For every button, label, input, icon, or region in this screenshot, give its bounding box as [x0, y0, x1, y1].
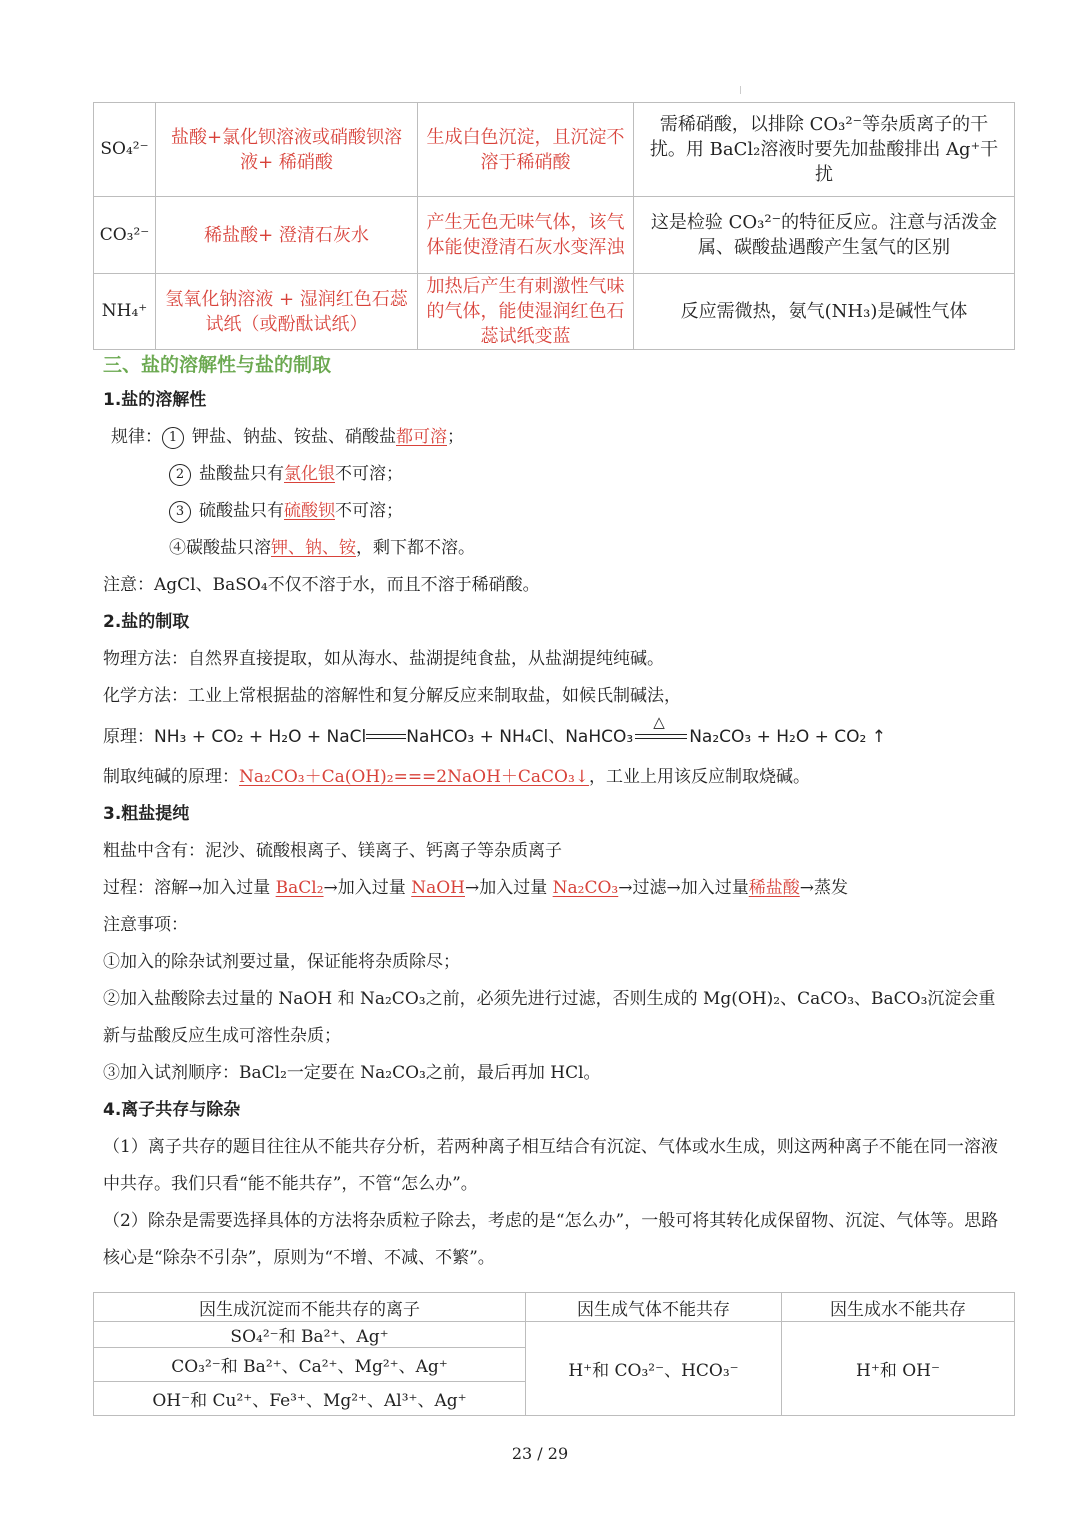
- subsection-title: 1.盐的溶解性: [103, 390, 207, 410]
- table-row: [94, 274, 1015, 350]
- key-term: NaOH: [411, 878, 465, 898]
- column-header: 因生成水不能共存: [782, 1293, 1015, 1322]
- subsection-title: 2.盐的制取: [103, 612, 190, 632]
- equals-sign: [366, 732, 406, 742]
- column-header: 因生成沉淀而不能共存的离子: [94, 1293, 526, 1322]
- section-title: 三、盐的溶解性与盐的制取: [103, 354, 332, 376]
- heating-equals-sign: [635, 713, 687, 742]
- page-number: 23 / 29: [511, 1444, 569, 1463]
- precipitate-cell: CO₃²⁻和 Ba²⁺、Ca²⁺、Mg²⁺、Ag⁺: [94, 1348, 526, 1382]
- rule-4: ④碳酸盐只溶钾、钠、铵，剩下都不溶。: [169, 538, 475, 558]
- reagent-cell: 稀盐酸+ 澄清石灰水: [156, 197, 418, 274]
- note-cell: 这是检验 CO₃²⁻的特征反应。注意与活泼金属、碳酸盐遇酸产生氢气的区别: [634, 197, 1015, 274]
- physical-method: 物理方法：自然界直接提取，如从海水、盐湖提纯食盐，从盐湖提纯纯碱。: [103, 649, 664, 669]
- ion-test-table: [93, 102, 1015, 350]
- note-cell: 反应需微热，氨气(NH₃)是碱性气体: [634, 274, 1015, 350]
- solubility-note: 注意：AgCl、BaSO₄不仅不溶于水，而且不溶于稀硝酸。: [103, 575, 540, 595]
- note-2: ②加入盐酸除去过量的 NaOH 和 Na₂CO₃之前，必须先进行过滤，否则生成的 Mg(OH)₂、CaCO₃、BaCO₃沉淀会重新与盐酸反应生成可溶性杂质；: [103, 989, 996, 1046]
- top-mark: [740, 86, 741, 94]
- rule-2: 2 盐酸盐只有氯化银不可溶；: [103, 456, 1008, 493]
- key-term: Na₂CO₃: [552, 878, 619, 898]
- key-equation: Na₂CO₃＋Ca(OH)₂===2NaOH＋CaCO₃↓: [239, 767, 590, 787]
- key-term: 都可溶: [396, 427, 447, 447]
- key-term: 氯化银: [284, 464, 335, 484]
- paragraph-coexistence: （1）离子共存的题目往往从不能共存分析，若两种离子相互结合有沉淀、气体或水生成，则这两种离子不能在同一溶液中共存。我们只看“能不能共存”，不管“怎么办”。: [103, 1137, 998, 1194]
- gas-cell: H⁺和 CO₃²⁻、HCO₃⁻: [526, 1322, 782, 1416]
- subsection-title: 4.离子共存与除杂: [103, 1100, 241, 1120]
- heat-triangle-icon: △: [653, 713, 665, 731]
- subsection-title: 3.粗盐提纯: [103, 804, 190, 824]
- soda-principle: 制取纯碱的原理：Na₂CO₃＋Ca(OH)₂===2NaOH＋CaCO₃↓，工业上用该反应制取烧碱。: [103, 767, 811, 787]
- chemical-method: 化学方法：工业上常根据盐的溶解性和复分解反应来制取盐，如候氏制碱法，: [103, 686, 681, 706]
- reagent-cell: 盐酸+氯化钡溶液或硝酸钡溶液+ 稀硝酸: [156, 103, 418, 197]
- reagent-cell: 氢氧化钠溶液 + 湿润红色石蕊试纸（或酚酞试纸）: [156, 274, 418, 350]
- paragraph-impurity-removal: （2）除杂是需要选择具体的方法将杂质粒子除去，考虑的是“怎么办”，一般可将其转化成保留物、沉淀、气体等。思路核心是“除杂不引杂”，原则为“不增、不减、不繁”。: [103, 1211, 999, 1268]
- notes-label: 注意事项：: [103, 915, 188, 935]
- circled-number: 2: [169, 464, 191, 486]
- note-1: ①加入的除杂试剂要过量，保证能将杂质除尽；: [103, 952, 460, 972]
- precipitate-cell: SO₄²⁻和 Ba²⁺、Ag⁺: [94, 1322, 526, 1348]
- water-cell: H⁺和 OH⁻: [782, 1322, 1015, 1416]
- impurities-text: 粗盐中含有：泥沙、硫酸根离子、镁离子、钙离子等杂质离子: [103, 841, 562, 861]
- table-row: [94, 103, 1015, 197]
- phenomenon-cell: 加热后产生有刺激性气味的气体，能使湿润红色石蕊试纸变蓝: [418, 274, 634, 350]
- phenomenon-cell: 产生无色无味气体，该气体能使澄清石灰水变浑浊: [418, 197, 634, 274]
- table-row: [94, 197, 1015, 274]
- phenomenon-cell: 生成白色沉淀，且沉淀不溶于稀硝酸: [418, 103, 634, 197]
- principle-equation: 原理：NH₃ + CO₂ + H₂O + NaCl NaHCO₃ + NH₄Cl、NaHCO₃ △ Na₂CO₃ + H₂O + CO₂ ↑: [103, 713, 886, 747]
- key-term: 钾、钠、铵: [271, 538, 356, 558]
- process-text: 过程：溶解→加入过量 BaCl₂→加入过量 NaOH→加入过量 Na₂CO₃→过滤→加入过量稀盐酸→蒸发: [103, 878, 848, 898]
- ion-coexistence-table: [93, 1292, 1015, 1416]
- key-term: BaCl₂: [275, 878, 324, 898]
- ion-cell: SO₄²⁻: [94, 103, 156, 197]
- note-cell: 需稀硝酸，以排除 CO₃²⁻等杂质离子的干扰。用 BaCl₂溶液时要先加盐酸排出 Ag⁺干扰: [634, 103, 1015, 197]
- ion-cell: CO₃²⁻: [94, 197, 156, 274]
- key-term: 稀盐酸: [748, 878, 800, 898]
- note-3: ③加入试剂顺序：BaCl₂一定要在 Na₂CO₃之前，最后再加 HCl。: [103, 1063, 601, 1083]
- key-term: 硫酸钡: [284, 501, 335, 521]
- rule-1: 规律： 1 钾盐、钠盐、铵盐、硝酸盐都可溶；: [111, 427, 464, 447]
- circled-number: 1: [162, 427, 184, 449]
- circled-number: 3: [169, 501, 191, 523]
- ion-cell: NH₄⁺: [94, 274, 156, 350]
- rule-3: 3 硫酸盐只有硫酸钡不可溶；: [103, 493, 1008, 530]
- column-header: 因生成气体不能共存: [526, 1293, 782, 1322]
- main-content: [103, 348, 1008, 1277]
- table-header-row: [94, 1293, 1015, 1322]
- precipitate-cell: OH⁻和 Cu²⁺、Fe³⁺、Mg²⁺、Al³⁺、Ag⁺: [94, 1382, 526, 1416]
- table-row: [94, 1322, 1015, 1348]
